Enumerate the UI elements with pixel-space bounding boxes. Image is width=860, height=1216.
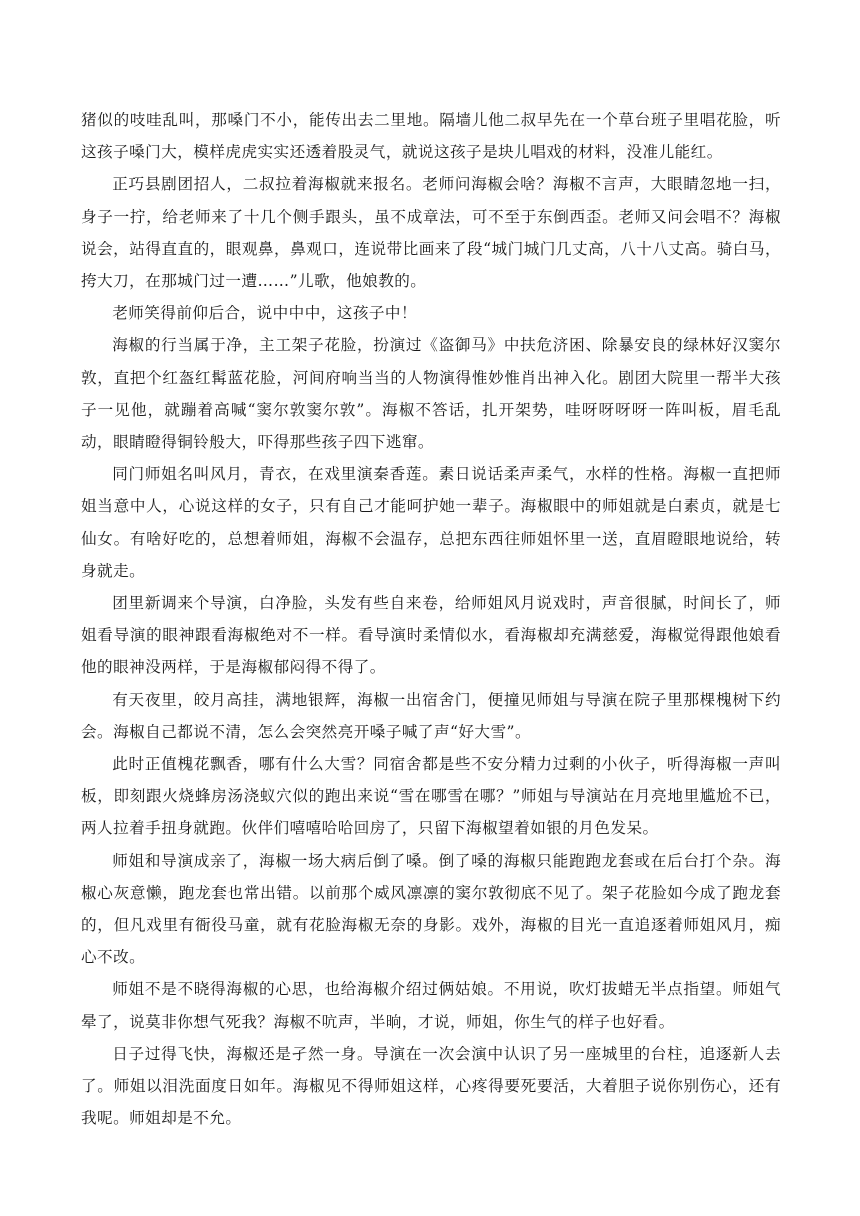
paragraph-moonlit-night: 有天夜里，皎月高挂，满地银辉，海椒一出宿舍门，便撞见师姐与导演在院子里那棵槐树下约会。海椒自己都说不清，怎么会突然亮开嗓子喊了声“好大雪”。 xyxy=(81,690,781,741)
document-body xyxy=(81,104,781,1135)
paragraph-lost-voice: 师姐和导演成亲了，海椒一场大病后倒了嗓。倒了嗓的海椒只能跑跑龙套或在后台打个杂。海椒心灰意懒，跑龙套也常出错。以前那个威风凛凛的窦尔敦彻底不见了。架子花脸如今成了跑龙套的，但凡戏里有衙役马童，就有花脸海椒无奈的身影。戏外，海椒的目光一直追逐着师姐风月，痴心不改。 xyxy=(81,851,781,967)
paragraph-teacher-laughs: 老师笑得前仰后合，说中中中，这孩子中！ xyxy=(112,304,418,323)
paragraph-matchmaking: 师姐不是不晓得海椒的心思，也给海椒介绍过俩姑娘。不用说，吹灯拔蜡无半点指望。师姐气晕了，说莫非你想气死我？海椒不吭声，半晌，才说，师姐，你生气的样子也好看。 xyxy=(81,980,781,1031)
paragraph-dou-erdun: 海椒的行当属于净，主工架子花脸，扮演过《盗御马》中扶危济困、除暴安良的绿林好汉窦尔敦，直把个红盔红髯蓝花脸，河间府响当当的人物演得惟妙惟肖出神入化。剧团大院里一帮半大孩子一见他，就蹦着高喊“窦尔敦窦尔敦”。海椒不答话，扎开架势，哇呀呀呀呀一阵叫板，眉毛乱动，眼睛瞪得铜铃般大，吓得那些孩子四下逃窜。 xyxy=(81,336,781,452)
paragraph-shijie-fengyue: 同门师姐名叫风月，青衣，在戏里演秦香莲。素日说话柔声柔气，水样的性格。海椒一直把师姐当意中人，心说这样的女子，只有自己才能呵护她一辈子。海椒眼中的师姐就是白素贞，就是七仙女。有啥好吃的，总想着师姐，海椒不会温存，总把东西往师姐怀里一送，直眉瞪眼地说给，转身就走。 xyxy=(81,465,781,580)
paragraph-days-pass: 日子过得飞快，海椒还是孑然一身。导演在一次会演中认识了另一座城里的台柱，追逐新人去了。师姐以泪洗面度日如年。海椒见不得师姐这样，心疼得要死要活，大着胆子说你别伤心，还有我呢。师姐却是不允。 xyxy=(81,1044,781,1128)
paragraph-new-director: 团里新调来个导演，白净脸，头发有些自来卷，给师姐风月说戏时，声音很腻，时间长了，师姐看导演的眼神跟看海椒绝对不一样。看导演时柔情似水，看海椒却充满慈爱，海椒觉得跟他娘看他的眼神没两样，于是海椒郁闷得不得了。 xyxy=(81,594,781,677)
paragraph-audition: 正巧县剧团招人，二叔拉着海椒就来报名。老师问海椒会啥？海椒不言声，大眼睛忽地一扫，身子一拧，给老师来了十几个侧手跟头，虽不成章法，可不至于东倒西歪。老师又问会唱不？海椒说会，站得直直的，眼观鼻，鼻观口，连说带比画来了段“城门城门几丈高，八十八丈高。骑白马，挎大刀，在那城门过一遭……”儿歌，他娘教的。 xyxy=(81,175,781,291)
paragraph-continuation: 猪似的吱哇乱叫，那嗓门不小，能传出去二里地。隔墙儿他二叔早先在一个草台班子里唱花脸，听这孩子嗓门大，模样虎虎实实还透着股灵气，就说这孩子是块儿唱戏的材料，没准儿能红。 xyxy=(81,111,781,162)
paragraph-big-snow: 此时正值槐花飘香，哪有什么大雪？同宿舍都是些不安分精力过剩的小伙子，听得海椒一声叫板，即刻跟火烧蜂房汤浇蚁穴似的跑出来说“雪在哪雪在哪？”师姐与导演站在月亮地里尴尬不已，两人拉着手扭身就跑。伙伴们嘻嘻哈哈回房了，只留下海椒望着如银的月色发呆。 xyxy=(81,755,781,838)
